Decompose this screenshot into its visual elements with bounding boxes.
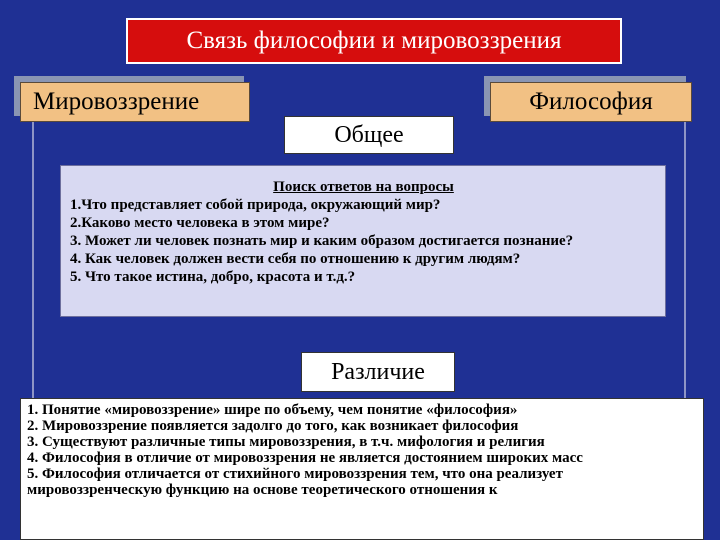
question-item: 1.Что представляет собой природа, окружающий мир?	[70, 197, 441, 213]
difference-item: 1. Понятие «мировоззрение» шире по объему, чем понятие «философия»	[27, 402, 518, 418]
slide-title: Связь философии и мировоззрения	[126, 18, 622, 64]
differences-box	[20, 398, 704, 540]
question-item: 5. Что такое истина, добро, красота и т.д.?	[70, 269, 356, 285]
questions-heading: Поиск ответов на вопросы	[273, 179, 454, 195]
common-label: Общее	[284, 116, 454, 154]
difference-item: 2. Мировоззрение появляется задолго до того, как возникает философия	[27, 418, 519, 434]
difference-item: 4. Философия в отличие от мировоззрения не является достоянием широких масс	[27, 450, 583, 466]
difference-item: 5. Философия отличается от стихийного мировоззрения тем, что она реализует	[27, 466, 563, 482]
question-item: 4. Как человек должен вести себя по отношению к другим людям?	[70, 251, 521, 267]
questions-box	[60, 165, 666, 317]
worldview-heading: Мировоззрение	[20, 82, 250, 122]
difference-item: мировоззренческую функцию на основе теоретического отношения к	[27, 482, 498, 498]
difference-item: 3. Существуют различные типы мировоззрения, в т.ч. мифология и религия	[27, 434, 545, 450]
difference-label: Различие	[301, 352, 455, 392]
philosophy-heading: Философия	[490, 82, 692, 122]
question-item: 2.Каково место человека в этом мире?	[70, 215, 330, 231]
question-item: 3. Может ли человек познать мир и каким образом достигается познание?	[70, 233, 574, 249]
